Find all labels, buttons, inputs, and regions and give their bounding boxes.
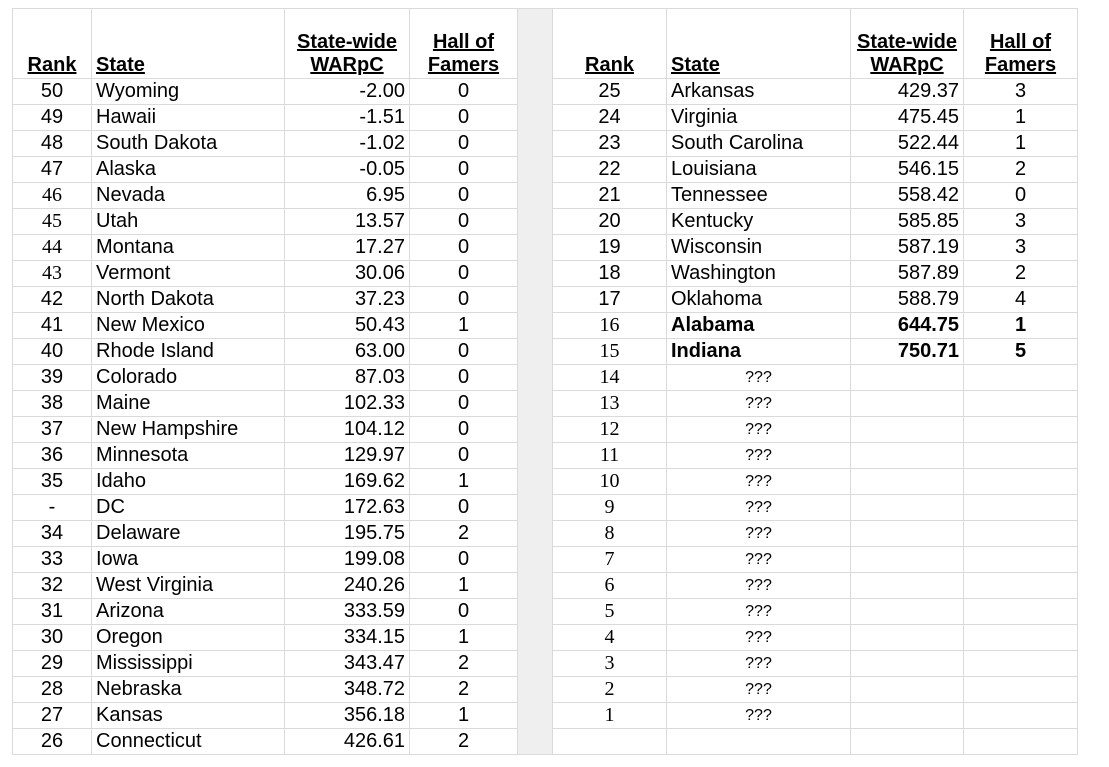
state-cell[interactable]: Wyoming [92, 79, 285, 105]
hof-cell[interactable]: 0 [410, 105, 518, 131]
state-cell[interactable]: Rhode Island [92, 339, 285, 365]
state-cell[interactable]: South Dakota [92, 131, 285, 157]
warpc-cell[interactable]: 587.19 [851, 235, 964, 261]
state-cell[interactable]: South Carolina [667, 131, 851, 157]
right-rank-header[interactable]: Rank [553, 9, 667, 79]
warpc-cell[interactable] [851, 599, 964, 625]
hof-cell[interactable]: 1 [964, 131, 1078, 157]
warpc-cell[interactable]: 240.26 [285, 573, 410, 599]
state-cell[interactable]: Maine [92, 391, 285, 417]
warpc-cell[interactable]: 50.43 [285, 313, 410, 339]
hof-cell[interactable]: 3 [964, 79, 1078, 105]
state-cell[interactable]: Arkansas [667, 79, 851, 105]
warpc-cell[interactable] [851, 495, 964, 521]
rank-cell[interactable]: 30 [13, 625, 92, 651]
rank-cell[interactable]: 4 [553, 625, 667, 651]
rank-cell[interactable]: 14 [553, 365, 667, 391]
hof-cell[interactable]: 0 [410, 339, 518, 365]
warpc-cell[interactable]: 475.45 [851, 105, 964, 131]
state-cell[interactable]: New Mexico [92, 313, 285, 339]
state-cell[interactable]: Utah [92, 209, 285, 235]
hof-cell[interactable]: 3 [964, 235, 1078, 261]
left-warpc-header[interactable] [285, 9, 410, 79]
hof-header-line1: Hall of [989, 31, 1052, 53]
state-cell[interactable]: ??? [667, 703, 851, 729]
rank-cell[interactable]: 24 [553, 105, 667, 131]
hof-cell[interactable]: 2 [964, 261, 1078, 287]
hof-cell[interactable]: 2 [410, 677, 518, 703]
warpc-cell[interactable]: 585.85 [851, 209, 964, 235]
state-cell[interactable]: Louisiana [667, 157, 851, 183]
left-rank-header[interactable]: Rank [13, 9, 92, 79]
rank-cell[interactable]: 46 [13, 183, 92, 209]
hof-cell[interactable] [964, 469, 1078, 495]
warpc-cell[interactable]: 6.95 [285, 183, 410, 209]
state-cell[interactable]: Oklahoma [667, 287, 851, 313]
warpc-cell[interactable]: 522.44 [851, 131, 964, 157]
hof-cell[interactable]: 2 [964, 157, 1078, 183]
warpc-cell[interactable] [851, 391, 964, 417]
hof-cell[interactable]: 0 [410, 235, 518, 261]
state-cell[interactable]: Montana [92, 235, 285, 261]
rank-cell[interactable]: 19 [553, 235, 667, 261]
state-cell[interactable]: Idaho [92, 469, 285, 495]
hof-cell[interactable]: 0 [410, 443, 518, 469]
state-cell[interactable]: DC [92, 495, 285, 521]
rank-cell[interactable]: 40 [13, 339, 92, 365]
state-cell[interactable]: Colorado [92, 365, 285, 391]
rank-cell[interactable]: 20 [553, 209, 667, 235]
left-hof-header[interactable] [410, 9, 518, 79]
warpc-cell[interactable] [851, 625, 964, 651]
state-cell[interactable]: Mississippi [92, 651, 285, 677]
hof-cell[interactable] [964, 443, 1078, 469]
state-cell[interactable]: Hawaii [92, 105, 285, 131]
warpc-cell[interactable]: 343.47 [285, 651, 410, 677]
rank-cell[interactable]: 23 [553, 131, 667, 157]
rank-cell[interactable]: 37 [13, 417, 92, 443]
rank-cell[interactable]: 29 [13, 651, 92, 677]
state-cell[interactable]: ??? [667, 495, 851, 521]
rank-cell[interactable]: - [13, 495, 92, 521]
warpc-cell[interactable]: 17.27 [285, 235, 410, 261]
warpc-cell[interactable]: 588.79 [851, 287, 964, 313]
rank-cell[interactable]: 5 [553, 599, 667, 625]
rank-cell[interactable]: 36 [13, 443, 92, 469]
warpc-header-line1: State-wide [856, 31, 958, 53]
rank-cell[interactable]: 12 [553, 417, 667, 443]
warpc-cell[interactable]: -0.05 [285, 157, 410, 183]
rank-cell[interactable]: 45 [13, 209, 92, 235]
rank-cell[interactable]: 8 [553, 521, 667, 547]
warpc-cell[interactable]: 30.06 [285, 261, 410, 287]
warpc-cell[interactable]: 587.89 [851, 261, 964, 287]
warpc-cell[interactable] [851, 651, 964, 677]
warpc-cell[interactable]: 102.33 [285, 391, 410, 417]
rank-cell[interactable]: 38 [13, 391, 92, 417]
state-cell[interactable]: ??? [667, 391, 851, 417]
rank-cell[interactable]: 3 [553, 651, 667, 677]
hof-cell[interactable]: 0 [410, 547, 518, 573]
warpc-cell[interactable] [851, 469, 964, 495]
state-cell[interactable]: ??? [667, 469, 851, 495]
column-separator [518, 9, 553, 755]
warpc-cell[interactable]: 426.61 [285, 729, 410, 755]
state-cell[interactable]: Iowa [92, 547, 285, 573]
warpc-cell[interactable]: 195.75 [285, 521, 410, 547]
header-row [13, 9, 1078, 79]
hof-cell[interactable]: 0 [410, 417, 518, 443]
rank-cell[interactable]: 41 [13, 313, 92, 339]
warpc-cell[interactable]: 356.18 [285, 703, 410, 729]
rank-cell[interactable]: 42 [13, 287, 92, 313]
rank-cell[interactable]: 47 [13, 157, 92, 183]
state-cell[interactable]: Tennessee [667, 183, 851, 209]
state-cell[interactable]: Alaska [92, 157, 285, 183]
warpc-cell[interactable] [851, 677, 964, 703]
state-cell[interactable]: Kansas [92, 703, 285, 729]
rank-cell[interactable]: 11 [553, 443, 667, 469]
rank-cell[interactable]: 10 [553, 469, 667, 495]
hof-cell[interactable]: 0 [410, 209, 518, 235]
hof-cell[interactable] [964, 703, 1078, 729]
rank-cell[interactable]: 49 [13, 105, 92, 131]
hof-cell[interactable] [964, 625, 1078, 651]
hof-cell[interactable]: 1 [410, 313, 518, 339]
hof-cell[interactable]: 5 [964, 339, 1078, 365]
rank-cell[interactable]: 18 [553, 261, 667, 287]
state-cell[interactable]: Arizona [92, 599, 285, 625]
right-hof-header[interactable] [964, 9, 1078, 79]
state-cell[interactable]: North Dakota [92, 287, 285, 313]
warpc-cell[interactable]: 129.97 [285, 443, 410, 469]
warpc-header-line2: WARpC [870, 54, 944, 76]
hof-cell[interactable]: 2 [410, 651, 518, 677]
hof-header-line2: Famers [984, 54, 1057, 76]
hof-cell[interactable] [964, 495, 1078, 521]
state-cell[interactable]: ??? [667, 365, 851, 391]
rank-cell[interactable]: 48 [13, 131, 92, 157]
rank-cell[interactable]: 6 [553, 573, 667, 599]
rank-cell[interactable] [553, 729, 667, 755]
hof-cell[interactable]: 0 [410, 131, 518, 157]
state-cell[interactable]: New Hampshire [92, 417, 285, 443]
state-cell[interactable]: ??? [667, 625, 851, 651]
hof-cell[interactable]: 1 [964, 105, 1078, 131]
warpc-cell[interactable]: 429.37 [851, 79, 964, 105]
rank-cell[interactable]: 44 [13, 235, 92, 261]
rank-cell[interactable]: 50 [13, 79, 92, 105]
rank-cell[interactable]: 15 [553, 339, 667, 365]
rank-cell[interactable]: 33 [13, 547, 92, 573]
hof-cell[interactable] [964, 573, 1078, 599]
rank-cell[interactable]: 16 [553, 313, 667, 339]
rank-cell[interactable]: 34 [13, 521, 92, 547]
state-cell[interactable]: ??? [667, 573, 851, 599]
warpc-header-line1: State-wide [296, 31, 398, 53]
hof-cell[interactable]: 1 [410, 469, 518, 495]
hof-cell[interactable] [964, 365, 1078, 391]
hof-cell[interactable]: 0 [410, 287, 518, 313]
rank-cell[interactable]: 25 [553, 79, 667, 105]
rank-cell[interactable]: 39 [13, 365, 92, 391]
warpc-cell[interactable] [851, 703, 964, 729]
warpc-cell[interactable] [851, 417, 964, 443]
rank-cell[interactable]: 1 [553, 703, 667, 729]
warpc-cell[interactable]: -1.02 [285, 131, 410, 157]
warpc-cell[interactable]: 546.15 [851, 157, 964, 183]
warpc-cell[interactable]: 750.71 [851, 339, 964, 365]
rank-cell[interactable]: 43 [13, 261, 92, 287]
rank-cell[interactable]: 17 [553, 287, 667, 313]
hof-cell[interactable]: 0 [410, 261, 518, 287]
state-cell[interactable]: ??? [667, 651, 851, 677]
state-ranking-table [12, 8, 1078, 755]
warpc-cell[interactable]: 104.12 [285, 417, 410, 443]
hof-cell[interactable]: 0 [410, 157, 518, 183]
state-cell[interactable]: Minnesota [92, 443, 285, 469]
left-state-header[interactable]: State [92, 9, 285, 79]
hof-cell[interactable] [964, 599, 1078, 625]
hof-cell[interactable] [964, 391, 1078, 417]
rank-cell[interactable]: 22 [553, 157, 667, 183]
rank-cell[interactable]: 21 [553, 183, 667, 209]
hof-cell[interactable] [964, 521, 1078, 547]
rank-cell[interactable]: 26 [13, 729, 92, 755]
state-cell[interactable]: ??? [667, 417, 851, 443]
state-cell[interactable]: Connecticut [92, 729, 285, 755]
hof-cell[interactable]: 0 [410, 365, 518, 391]
warpc-cell[interactable]: 13.57 [285, 209, 410, 235]
state-cell[interactable]: ??? [667, 599, 851, 625]
rank-cell[interactable]: 7 [553, 547, 667, 573]
hof-cell[interactable]: 4 [964, 287, 1078, 313]
rank-cell[interactable]: 28 [13, 677, 92, 703]
hof-header-line1: Hall of [432, 31, 495, 53]
rank-cell[interactable]: 9 [553, 495, 667, 521]
warpc-cell[interactable] [851, 521, 964, 547]
state-cell[interactable]: Vermont [92, 261, 285, 287]
rank-cell[interactable]: 31 [13, 599, 92, 625]
warpc-cell[interactable]: 348.72 [285, 677, 410, 703]
warpc-cell[interactable]: 37.23 [285, 287, 410, 313]
warpc-cell[interactable]: 334.15 [285, 625, 410, 651]
state-cell[interactable]: Washington [667, 261, 851, 287]
warpc-cell[interactable] [851, 547, 964, 573]
warpc-cell[interactable] [851, 443, 964, 469]
state-cell[interactable]: Nebraska [92, 677, 285, 703]
rank-cell[interactable]: 2 [553, 677, 667, 703]
state-cell[interactable]: Wisconsin [667, 235, 851, 261]
warpc-cell[interactable]: -2.00 [285, 79, 410, 105]
warpc-header-line2: WARpC [310, 54, 384, 76]
hof-cell[interactable]: 2 [410, 729, 518, 755]
hof-cell[interactable]: 2 [410, 521, 518, 547]
hof-cell[interactable] [964, 677, 1078, 703]
hof-cell[interactable]: 1 [964, 313, 1078, 339]
hof-cell[interactable]: 0 [410, 599, 518, 625]
rank-cell[interactable]: 32 [13, 573, 92, 599]
hof-cell[interactable] [964, 729, 1078, 755]
state-cell[interactable]: ??? [667, 547, 851, 573]
hof-cell[interactable]: 0 [410, 183, 518, 209]
hof-cell[interactable]: 3 [964, 209, 1078, 235]
hof-cell[interactable]: 1 [410, 625, 518, 651]
hof-cell[interactable] [964, 417, 1078, 443]
state-cell[interactable]: Delaware [92, 521, 285, 547]
hof-cell[interactable]: 0 [410, 79, 518, 105]
state-cell[interactable]: Nevada [92, 183, 285, 209]
rank-cell[interactable]: 35 [13, 469, 92, 495]
warpc-cell[interactable]: 558.42 [851, 183, 964, 209]
hof-cell[interactable] [964, 547, 1078, 573]
warpc-cell[interactable]: 87.03 [285, 365, 410, 391]
state-cell[interactable]: Oregon [92, 625, 285, 651]
state-cell[interactable]: ??? [667, 521, 851, 547]
rank-cell[interactable]: 13 [553, 391, 667, 417]
state-cell[interactable]: West Virginia [92, 573, 285, 599]
state-cell[interactable]: ??? [667, 677, 851, 703]
warpc-cell[interactable]: 63.00 [285, 339, 410, 365]
hof-header-line2: Famers [427, 54, 500, 76]
hof-cell[interactable]: 0 [410, 391, 518, 417]
warpc-cell[interactable]: 172.63 [285, 495, 410, 521]
warpc-cell[interactable]: 169.62 [285, 469, 410, 495]
warpc-cell[interactable] [851, 365, 964, 391]
rank-cell[interactable]: 27 [13, 703, 92, 729]
right-state-header[interactable]: State [667, 9, 851, 79]
state-cell[interactable] [667, 729, 851, 755]
hof-cell[interactable]: 0 [964, 183, 1078, 209]
right-warpc-header[interactable] [851, 9, 964, 79]
warpc-cell[interactable]: 333.59 [285, 599, 410, 625]
state-cell[interactable]: Kentucky [667, 209, 851, 235]
state-cell[interactable]: Indiana [667, 339, 851, 365]
warpc-cell[interactable]: -1.51 [285, 105, 410, 131]
warpc-cell[interactable]: 199.08 [285, 547, 410, 573]
warpc-cell[interactable] [851, 729, 964, 755]
hof-cell[interactable] [964, 651, 1078, 677]
state-cell[interactable]: ??? [667, 443, 851, 469]
state-cell[interactable]: Virginia [667, 105, 851, 131]
hof-cell[interactable]: 0 [410, 495, 518, 521]
hof-cell[interactable]: 1 [410, 703, 518, 729]
warpc-cell[interactable] [851, 573, 964, 599]
warpc-cell[interactable]: 644.75 [851, 313, 964, 339]
hof-cell[interactable]: 1 [410, 573, 518, 599]
spreadsheet [12, 8, 1078, 755]
state-cell[interactable]: Alabama [667, 313, 851, 339]
